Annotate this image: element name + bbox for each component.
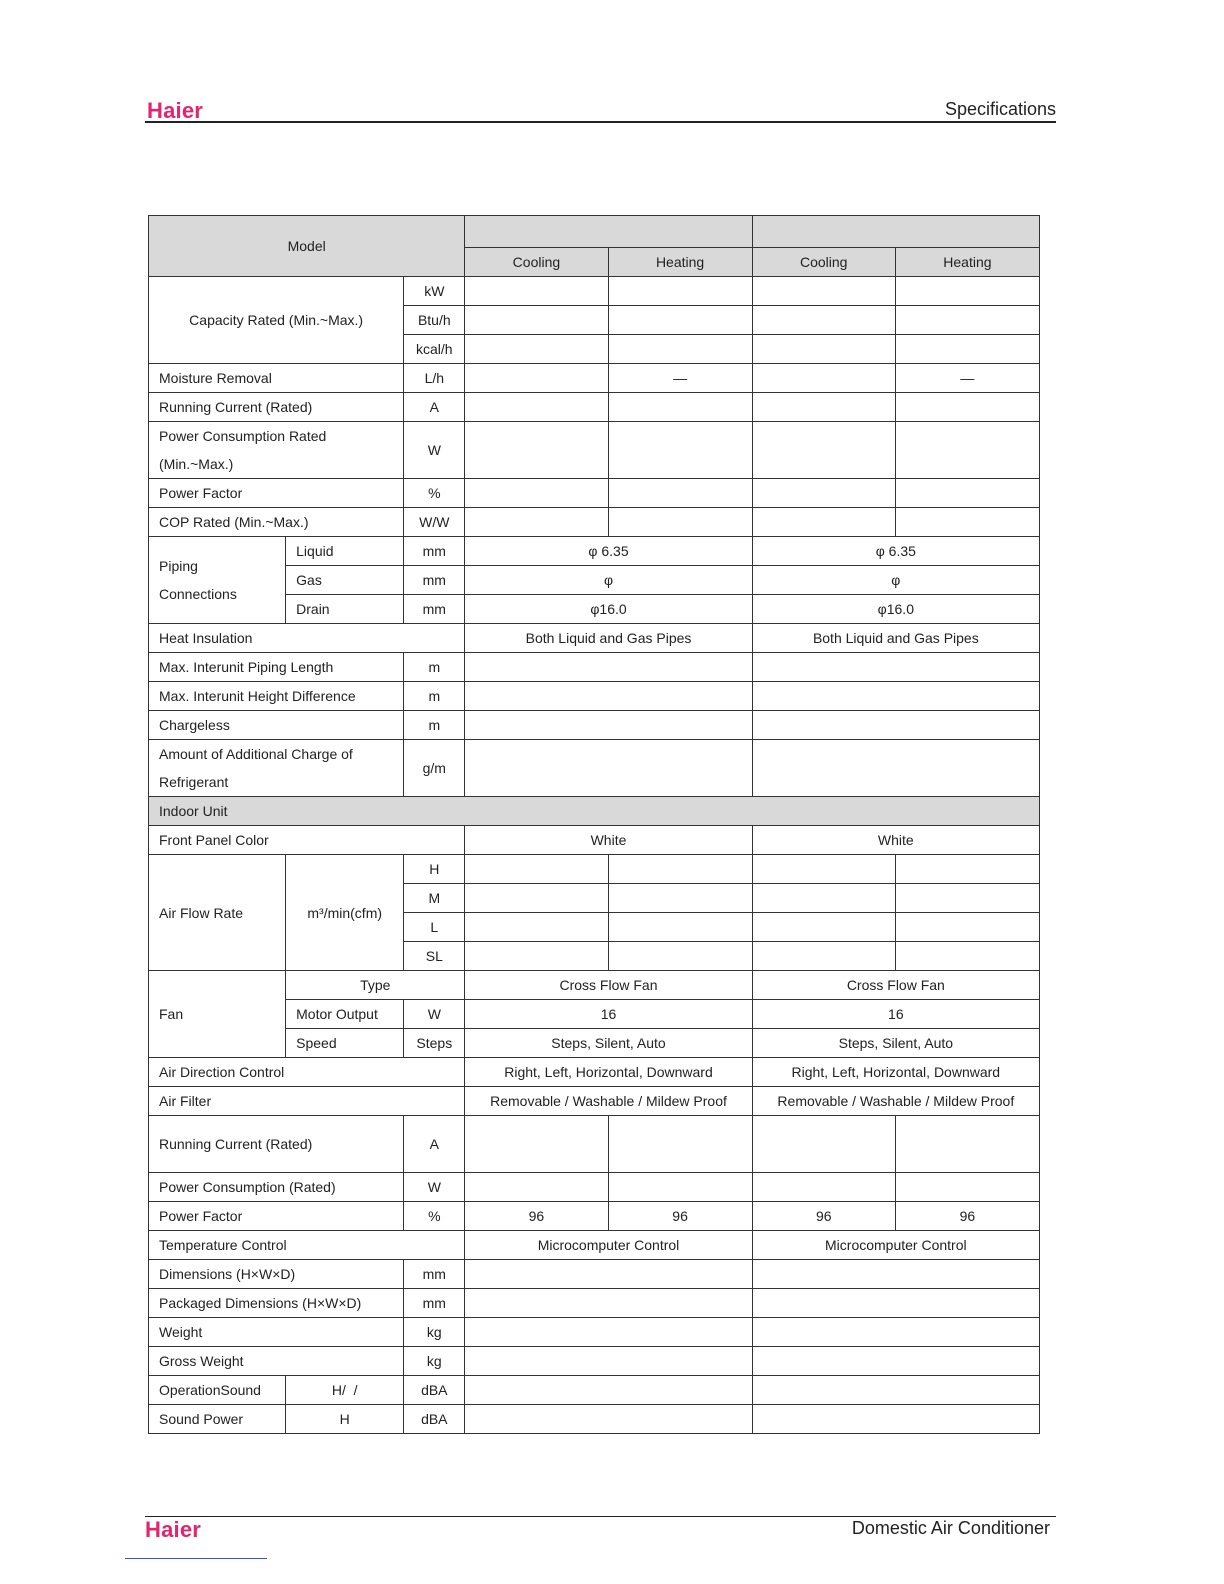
piping-gas-1: φ — [465, 566, 752, 595]
piping-gas-unit: mm — [404, 566, 465, 595]
table-row — [149, 1318, 1040, 1347]
model-label: Model — [149, 216, 465, 277]
table-row — [149, 1058, 1040, 1087]
piping-drain-label: Drain — [286, 595, 404, 624]
haier-logo-footer: Haier — [145, 1517, 202, 1542]
table-row — [149, 508, 1040, 537]
in-running-current-label: Running Current (Rated) — [149, 1116, 404, 1173]
table-row — [149, 826, 1040, 855]
packaged-dimensions-unit: mm — [404, 1289, 465, 1318]
fan-motor-label: Motor Output — [286, 1000, 404, 1029]
mode-heating-2: Heating — [895, 247, 1039, 276]
table-row — [149, 1405, 1040, 1434]
operation-sound-unit: dBA — [404, 1376, 465, 1405]
piping-liquid-unit: mm — [404, 537, 465, 566]
running-current-label: Running Current (Rated) — [149, 393, 404, 422]
fan-type-1: Cross Flow Fan — [465, 971, 752, 1000]
gross-weight-label: Gross Weight — [149, 1347, 404, 1376]
piping-gas-2: φ — [752, 566, 1039, 595]
table-row — [149, 1116, 1040, 1173]
table-row — [149, 855, 1040, 884]
fan-motor-1: 16 — [465, 1000, 752, 1029]
mode-cooling-1: Cooling — [465, 247, 608, 276]
moisture-label: Moisture Removal — [149, 364, 404, 393]
piping-drain-unit: mm — [404, 595, 465, 624]
fan-speed-1: Steps, Silent, Auto — [465, 1029, 752, 1058]
mode-cooling-2: Cooling — [752, 247, 895, 276]
table-row — [149, 537, 1040, 566]
air-flow-label: Air Flow Rate — [149, 855, 286, 971]
mode-heating-1: Heating — [608, 247, 752, 276]
table-row — [149, 1376, 1040, 1405]
sound-power-sub: H — [286, 1405, 404, 1434]
power-consumption-unit: W — [404, 422, 465, 479]
table-row — [149, 1231, 1040, 1260]
fan-type-2: Cross Flow Fan — [752, 971, 1039, 1000]
max-height-label: Max. Interunit Height Difference — [149, 682, 404, 711]
front-panel-label: Front Panel Color — [149, 826, 465, 855]
running-current-unit: A — [404, 393, 465, 422]
heat-insulation-1: Both Liquid and Gas Pipes — [465, 624, 752, 653]
piping-drain-2: φ16.0 — [752, 595, 1039, 624]
table-row — [149, 1087, 1040, 1116]
table-row — [149, 277, 1040, 306]
piping-label: Piping Connections — [149, 537, 286, 624]
front-panel-2: White — [752, 826, 1039, 855]
table-row — [149, 422, 1040, 479]
additional-charge-unit: g/m — [404, 740, 465, 797]
footer-rule — [145, 1516, 1056, 1517]
capacity-unit: kcal/h — [404, 335, 465, 364]
fan-motor-2: 16 — [752, 1000, 1039, 1029]
fan-speed-unit: Steps — [404, 1029, 465, 1058]
footer-title: Domestic Air Conditioner — [851, 1518, 1050, 1538]
moisture-heating-1: — — [608, 364, 752, 393]
temp-control-label: Temperature Control — [149, 1231, 465, 1260]
weight-unit: kg — [404, 1318, 465, 1347]
fan-speed-label: Speed — [286, 1029, 404, 1058]
weight-label: Weight — [149, 1318, 404, 1347]
max-height-unit: m — [404, 682, 465, 711]
capacity-label: Capacity Rated (Min.~Max.) — [149, 277, 404, 364]
piping-liquid-2: φ 6.35 — [752, 537, 1039, 566]
operation-sound-label: OperationSound — [149, 1376, 286, 1405]
page-title: Specifications — [944, 99, 1056, 119]
in-power-factor-heating-1: 96 — [608, 1202, 752, 1231]
specifications-table — [148, 215, 1040, 1434]
max-piping-unit: m — [404, 653, 465, 682]
table-row — [149, 682, 1040, 711]
table-row — [149, 216, 1040, 248]
air-direction-1: Right, Left, Horizontal, Downward — [465, 1058, 752, 1087]
header-rule — [145, 121, 1056, 123]
cop-unit: W/W — [404, 508, 465, 537]
moisture-unit: L/h — [404, 364, 465, 393]
fan-label: Fan — [149, 971, 286, 1058]
air-direction-label: Air Direction Control — [149, 1058, 465, 1087]
power-consumption-label: Power Consumption Rated (Min.~Max.) — [149, 422, 404, 479]
table-row — [149, 479, 1040, 508]
in-power-factor-heating-2: 96 — [895, 1202, 1039, 1231]
in-power-factor-cooling-1: 96 — [465, 1202, 608, 1231]
in-power-factor-unit: % — [404, 1202, 465, 1231]
air-flow-level: H — [404, 855, 465, 884]
table-row — [149, 1173, 1040, 1202]
table-row — [149, 1289, 1040, 1318]
table-row — [149, 624, 1040, 653]
table-row — [149, 711, 1040, 740]
air-flow-level: L — [404, 913, 465, 942]
table-row — [149, 1202, 1040, 1231]
model-name-1 — [465, 216, 752, 248]
piping-liquid-1: φ 6.35 — [465, 537, 752, 566]
dimensions-label: Dimensions (H×W×D) — [149, 1260, 404, 1289]
table-row — [149, 740, 1040, 797]
in-power-consumption-unit: W — [404, 1173, 465, 1202]
power-factor-unit: % — [404, 479, 465, 508]
air-flow-level: SL — [404, 942, 465, 971]
sound-power-label: Sound Power — [149, 1405, 286, 1434]
model-name-2 — [752, 216, 1039, 248]
in-power-consumption-label: Power Consumption (Rated) — [149, 1173, 404, 1202]
air-flow-level: M — [404, 884, 465, 913]
front-panel-1: White — [465, 826, 752, 855]
gross-weight-unit: kg — [404, 1347, 465, 1376]
packaged-dimensions-label: Packaged Dimensions (H×W×D) — [149, 1289, 404, 1318]
dimensions-unit: mm — [404, 1260, 465, 1289]
piping-liquid-label: Liquid — [286, 537, 404, 566]
table-row — [149, 971, 1040, 1000]
piping-drain-1: φ16.0 — [465, 595, 752, 624]
in-power-factor-label: Power Factor — [149, 1202, 404, 1231]
indoor-unit-section: Indoor Unit — [149, 797, 1040, 826]
table-row — [149, 364, 1040, 393]
in-running-current-unit: A — [404, 1116, 465, 1173]
temp-control-1: Microcomputer Control — [465, 1231, 752, 1260]
sound-power-unit: dBA — [404, 1405, 465, 1434]
in-power-factor-cooling-2: 96 — [752, 1202, 895, 1231]
air-filter-2: Removable / Washable / Mildew Proof — [752, 1087, 1039, 1116]
capacity-unit: Btu/h — [404, 306, 465, 335]
operation-sound-sub: H/ / — [286, 1376, 404, 1405]
table-row — [149, 653, 1040, 682]
temp-control-2: Microcomputer Control — [752, 1231, 1039, 1260]
chargeless-unit: m — [404, 711, 465, 740]
table-row — [149, 1260, 1040, 1289]
fan-motor-unit: W — [404, 1000, 465, 1029]
heat-insulation-label: Heat Insulation — [149, 624, 465, 653]
air-filter-label: Air Filter — [149, 1087, 465, 1116]
table-row — [149, 1347, 1040, 1376]
power-factor-label: Power Factor — [149, 479, 404, 508]
table-row — [149, 393, 1040, 422]
additional-charge-label: Amount of Additional Charge of Refrigerant — [149, 740, 404, 797]
table-row — [149, 797, 1040, 826]
max-piping-label: Max. Interunit Piping Length — [149, 653, 404, 682]
air-filter-1: Removable / Washable / Mildew Proof — [465, 1087, 752, 1116]
air-flow-unit: m³/min(cfm) — [286, 855, 404, 971]
haier-logo: Haier — [147, 98, 204, 123]
heat-insulation-2: Both Liquid and Gas Pipes — [752, 624, 1039, 653]
cop-label: COP Rated (Min.~Max.) — [149, 508, 404, 537]
capacity-unit: kW — [404, 277, 465, 306]
chargeless-label: Chargeless — [149, 711, 404, 740]
fan-type-label: Type — [286, 971, 465, 1000]
fan-speed-2: Steps, Silent, Auto — [752, 1029, 1039, 1058]
moisture-heating-2: — — [895, 364, 1039, 393]
air-direction-2: Right, Left, Horizontal, Downward — [752, 1058, 1039, 1087]
piping-gas-label: Gas — [286, 566, 404, 595]
footer-link-underline — [125, 1558, 267, 1559]
